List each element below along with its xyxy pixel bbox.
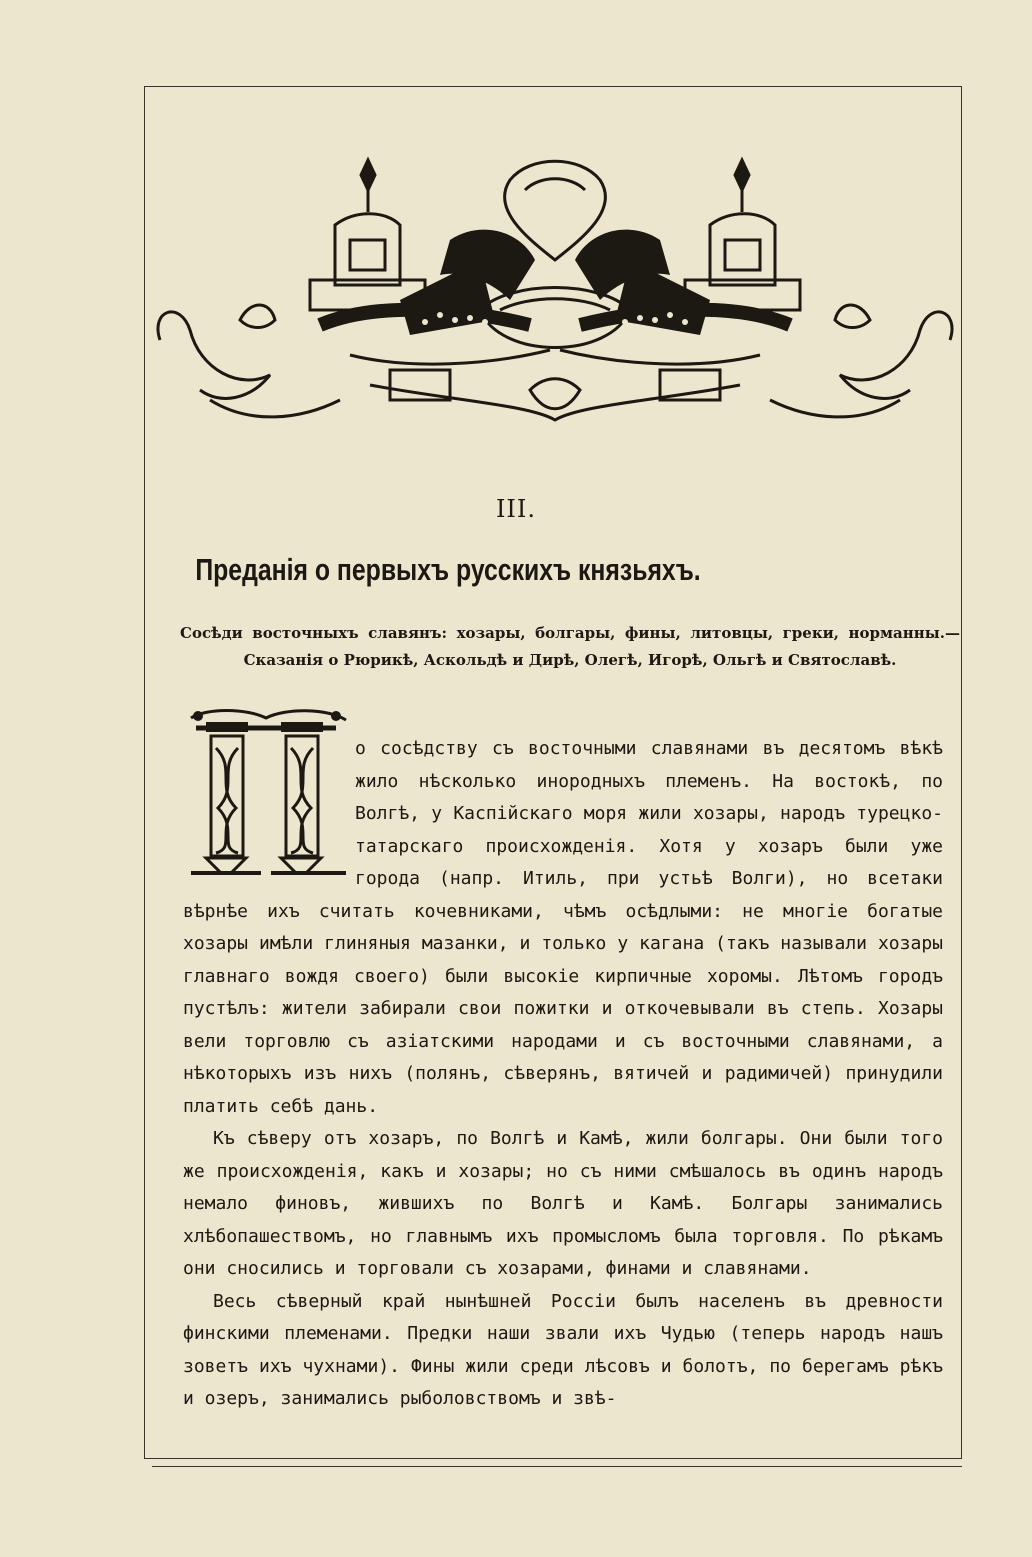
paragraph (183, 733, 943, 1123)
bottom-rule-inner (152, 1466, 962, 1467)
bottom-rule (144, 1458, 962, 1459)
summary-line-2: Сказанія о Рюрикѣ, Аскольдѣ и Дирѣ, Олегѣ, Игорѣ, Ольгѣ и Святославѣ. (243, 651, 897, 669)
chapter-title: Преданія о первыхъ русскихъ князьяхъ. (195, 552, 701, 587)
ornamental-headpiece (150, 150, 960, 450)
body-text (183, 733, 943, 1416)
dropcap-space (183, 733, 355, 891)
paragraph: Весь сѣверный край нынѣшней Россіи былъ населенъ въ древности финскими племенами. Предки наши звали ихъ Чудью (теперь народъ нашъ зоветъ ихъ чухнами). Фины жили среди лѣсовъ и болотъ, по берегамъ рѣкъ и озеръ, занимались рыболовствомъ и звѣ- (183, 1290, 943, 1409)
chapter-number: III. (495, 495, 537, 523)
paragraph: Къ сѣверу отъ хозаръ, по Волгѣ и Камѣ, жили болгары. Они были того же происхожденія, какъ и хозары; но съ ними смѣшалось въ одинъ народъ немало финовъ, жившихъ по Волгѣ и Камѣ. Болгары занимались хлѣбопашествомъ, но главнымъ ихъ промысломъ была торговля. По рѣкамъ они сносились и торговали съ хозарами, финами и славянами. (183, 1128, 943, 1279)
chapter-summary (180, 620, 960, 674)
summary-line-1: Сосѣди восточныхъ славянъ: хозары, болгары, фины, литовцы, греки, норманны.— (180, 624, 960, 642)
paragraph-text: о сосѣдству съ восточными славянами въ десятомъ вѣкѣ жило нѣсколько инородныхъ племенъ. На востокѣ, по Волгѣ, у Каспійскаго моря жили хозары, народъ турецко-татарскаго происхожденія. Хотя у хозаръ были уже города (напр. Итиль, при устьѣ Волги), но всетаки вѣрнѣе ихъ считать кочевниками, чѣмъ осѣдлыми: не многіе богатые хозары имѣли глиняныя мазанки, и только у кагана (такъ называли хозары главнаго вождя своего) были высокіе кирпичные хоромы. Лѣтомъ городъ пустѣлъ: жители забирали свои пожитки и откочевывали въ степь. Хозары вели торговлю съ азіатскими народами и съ восточными славянами, а нѣкоторыхъ изъ нихъ (полянъ, сѣверянъ, вятичей и радимичей) принудили платить себѣ дань. (183, 738, 943, 1117)
